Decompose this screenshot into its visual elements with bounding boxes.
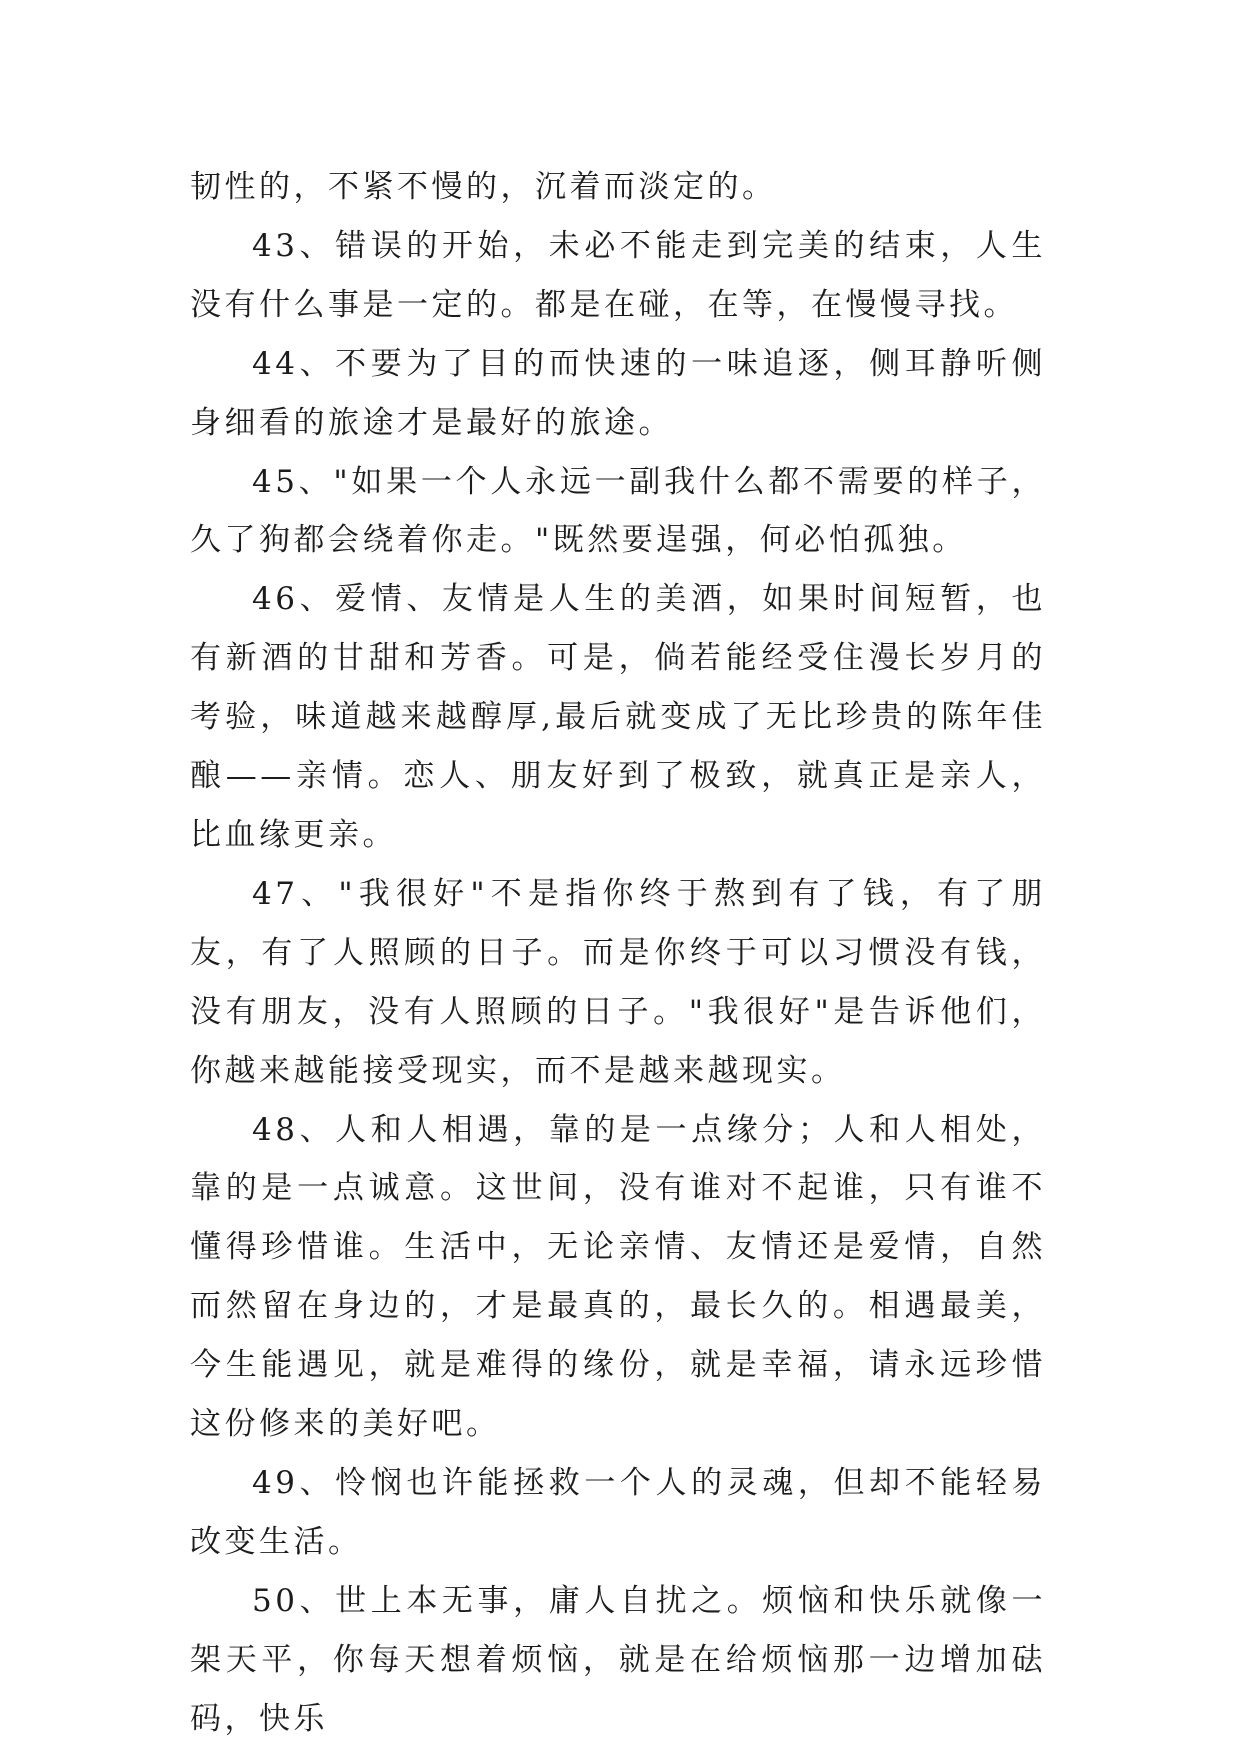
paragraph-item-48: 48、人和人相遇，靠的是一点缘分；人和人相处，靠的是一点诚意。这世间，没有谁对不起谁，只有谁不懂得珍惜谁。生活中，无论亲情、友情还是爱情，自然而然留在身边的，才是最真的，最长久的。相遇最美，今生能遇见，就是难得的缘份，就是幸福，请永远珍惜这份修来的美好吧。 [190, 1111, 1046, 1443]
paragraph-item-49: 49、怜悯也许能拯救一个人的灵魂，但却不能轻易改变生活。 [190, 1464, 1046, 1560]
paragraph-item-46: 46、爱情、友情是人生的美酒，如果时间短暂，也有新酒的甘甜和芳香。可是，倘若能经受住漫长岁月的考验，味道越来越醇厚,最后就变成了无比珍贵的陈年佳酿——亲情。恋人、朋友好到了极致，就真正是亲人，比血缘更亲。 [190, 581, 1046, 853]
document-body [190, 158, 1046, 1748]
paragraph-item-45: 45、"如果一个人永远一副我什么都不需要的样子，久了狗都会绕着你走。"既然要逞强，何必怕孤独。 [190, 463, 1046, 559]
paragraph-continuation: 韧性的，不紧不慢的，沉着而淡定的。 [190, 169, 777, 205]
paragraph-item-50: 50、世上本无事，庸人自扰之。烦恼和快乐就像一架天平，你每天想着烦恼，就是在给烦恼那一边增加砝码，快乐 [190, 1582, 1046, 1737]
paragraph-item-43: 43、错误的开始，未必不能走到完美的结束，人生没有什么事是一定的。都是在碰，在等，在慢慢寻找。 [190, 227, 1046, 323]
paragraph-item-47: 47、"我很好"不是指你终于熬到有了钱，有了朋友，有了人照顾的日子。而是你终于可以习惯没有钱，没有朋友，没有人照顾的日子。"我很好"是告诉他们，你越来越能接受现实，而不是越来越现实。 [190, 875, 1046, 1089]
paragraph-item-44: 44、不要为了目的而快速的一味追逐，侧耳静听侧身细看的旅途才是最好的旅途。 [190, 345, 1046, 441]
